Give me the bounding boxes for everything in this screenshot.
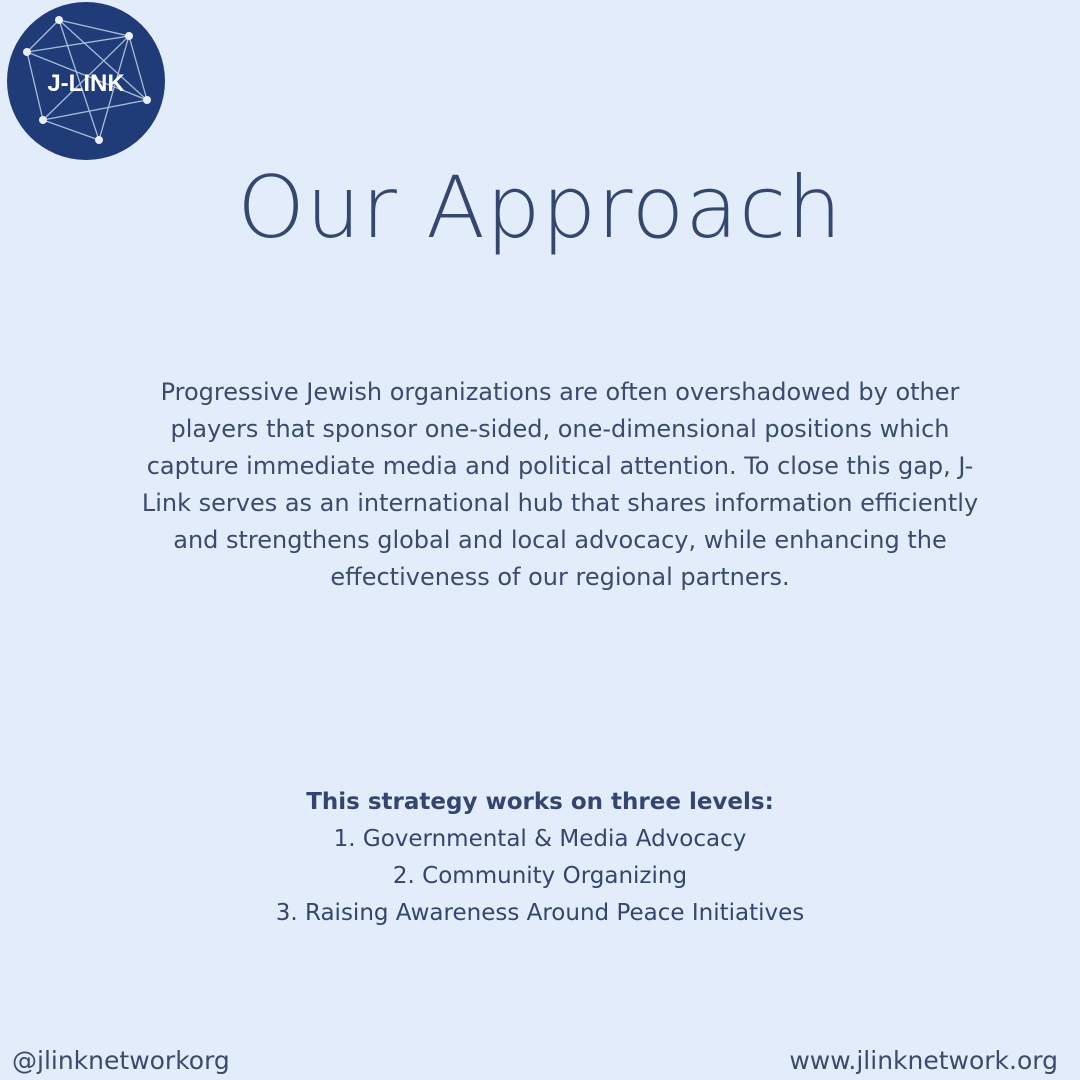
page-title: Our Approach	[237, 158, 843, 258]
logo-text: J-LINK	[47, 70, 125, 97]
social-handle: @jlinknetworkorg	[12, 1046, 230, 1075]
levels-heading: This strategy works on three levels:	[306, 789, 774, 815]
network-star-icon	[7, 2, 165, 160]
approach-paragraph: Progressive Jewish organizations are often overshadowed by other players that sponsor one-sided, one-dimensional positions which capture immediate media and political attention. To close this gap, J-Link serves as an international hub that shares information efficiently and strengthens global and local advocacy, while enhancing the effectiveness of our regional partners.	[141, 378, 979, 591]
website-url: www.jlinknetwork.org	[789, 1046, 1058, 1075]
level-item: 2. Community Organizing	[392, 863, 688, 889]
levels-section	[0, 784, 1080, 932]
level-item: 1. Governmental & Media Advocacy	[333, 826, 747, 852]
level-item: 3. Raising Awareness Around Peace Initiatives	[275, 900, 805, 926]
jlink-logo	[7, 2, 165, 160]
